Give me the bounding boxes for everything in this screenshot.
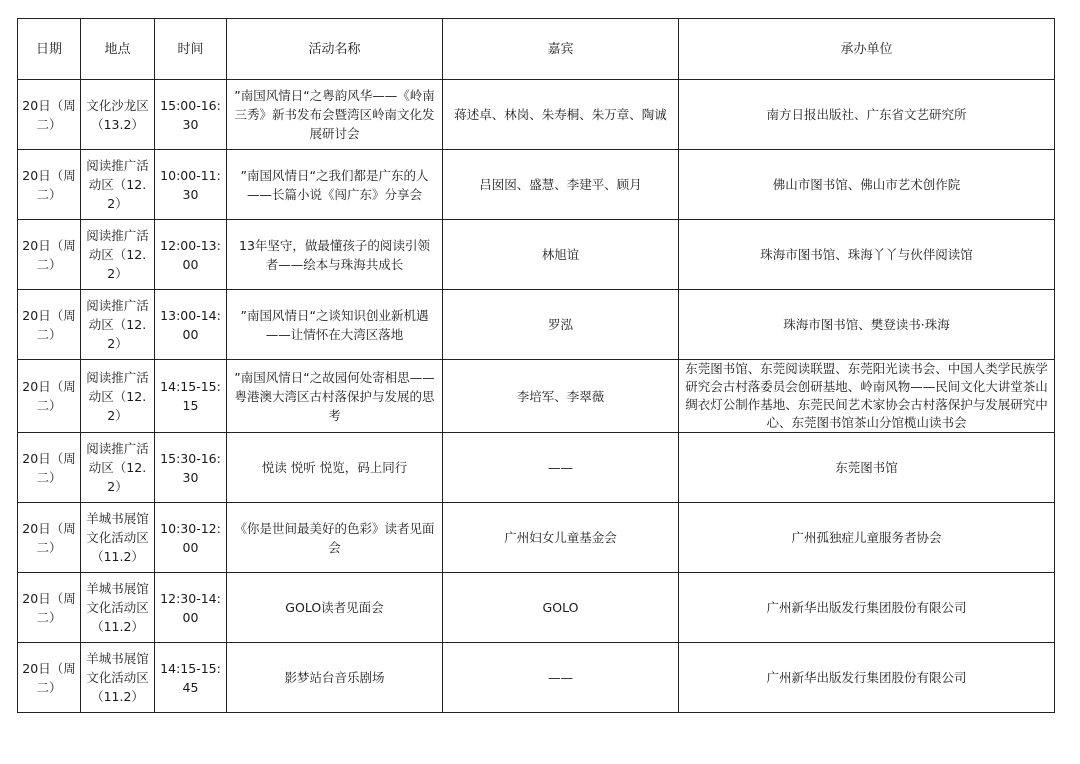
cell-title: GOLO读者见面会 xyxy=(227,573,443,643)
cell-date: 20日（周二） xyxy=(18,80,81,150)
cell-organizer: 广州新华出版发行集团股份有限公司 xyxy=(679,643,1055,713)
table-row xyxy=(18,290,1055,360)
cell-guests: —— xyxy=(443,433,679,503)
cell-time: 13:00-14:00 xyxy=(155,290,227,360)
cell-time: 14:15-15:15 xyxy=(155,360,227,433)
cell-date: 20日（周二） xyxy=(18,573,81,643)
cell-place: 阅读推广活动区（12.2） xyxy=(81,150,155,220)
table-row xyxy=(18,433,1055,503)
header-place: 地点 xyxy=(81,19,155,80)
cell-title: 影梦站台音乐剧场 xyxy=(227,643,443,713)
cell-title: 《你是世间最美好的色彩》读者见面会 xyxy=(227,503,443,573)
cell-organizer: 珠海市图书馆、珠海丫丫与伙伴阅读馆 xyxy=(679,220,1055,290)
cell-organizer: 南方日报出版社、广东省文艺研究所 xyxy=(679,80,1055,150)
header-organizer: 承办单位 xyxy=(679,19,1055,80)
cell-organizer: 珠海市图书馆、樊登读书·珠海 xyxy=(679,290,1055,360)
cell-place: 羊城书展馆文化活动区（11.2） xyxy=(81,573,155,643)
cell-guests: 罗泓 xyxy=(443,290,679,360)
cell-guests: 李培军、李翠薇 xyxy=(443,360,679,433)
cell-time: 10:00-11:30 xyxy=(155,150,227,220)
cell-title: ”南国风情日“之谈知识创业新机遇——让情怀在大湾区落地 xyxy=(227,290,443,360)
cell-date: 20日（周二） xyxy=(18,360,81,433)
cell-guests: GOLO xyxy=(443,573,679,643)
cell-place: 羊城书展馆文化活动区（11.2） xyxy=(81,643,155,713)
cell-date: 20日（周二） xyxy=(18,433,81,503)
cell-place: 阅读推广活动区（12.2） xyxy=(81,220,155,290)
table-row xyxy=(18,220,1055,290)
table-row xyxy=(18,150,1055,220)
cell-place: 阅读推广活动区（12.2） xyxy=(81,433,155,503)
header-time: 时间 xyxy=(155,19,227,80)
header-guests: 嘉宾 xyxy=(443,19,679,80)
cell-time: 12:30-14:00 xyxy=(155,573,227,643)
cell-guests: 林旭谊 xyxy=(443,220,679,290)
cell-time: 15:30-16:30 xyxy=(155,433,227,503)
cell-guests: 吕囡囡、盛慧、李建平、顾月 xyxy=(443,150,679,220)
cell-title: ”南国风情日“之故园何处寄相思——粤港澳大湾区古村落保护与发展的思考 xyxy=(227,360,443,433)
cell-place: 阅读推广活动区（12.2） xyxy=(81,290,155,360)
cell-date: 20日（周二） xyxy=(18,503,81,573)
table-row xyxy=(18,503,1055,573)
cell-date: 20日（周二） xyxy=(18,643,81,713)
table-row xyxy=(18,573,1055,643)
cell-place: 文化沙龙区（13.2） xyxy=(81,80,155,150)
table-header-row xyxy=(18,19,1055,80)
cell-organizer: 东莞图书馆、东莞阅读联盟、东莞阳光读书会、中国人类学民族学研究会古村落委员会创研基地、岭南风物——民间文化大讲堂茶山绸衣灯公制作基地、东莞民间艺术家协会古村落保护与发展研究中心、东莞图书馆茶山分馆榄山读书会 xyxy=(679,360,1055,433)
table-row xyxy=(18,643,1055,713)
cell-title: ”南国风情日“之粤韵风华——《岭南三秀》新书发布会暨湾区岭南文化发展研讨会 xyxy=(227,80,443,150)
table-row xyxy=(18,360,1055,433)
cell-organizer: 广州孤独症儿童服务者协会 xyxy=(679,503,1055,573)
cell-organizer: 东莞图书馆 xyxy=(679,433,1055,503)
table-row xyxy=(18,80,1055,150)
cell-title: 悦读 悦听 悦览，码上同行 xyxy=(227,433,443,503)
cell-place: 阅读推广活动区（12.2） xyxy=(81,360,155,433)
header-title: 活动名称 xyxy=(227,19,443,80)
cell-title: 13年坚守，做最懂孩子的阅读引领者——绘本与珠海共成长 xyxy=(227,220,443,290)
cell-guests: 蒋述卓、林岗、朱寿桐、朱万章、陶诚 xyxy=(443,80,679,150)
cell-date: 20日（周二） xyxy=(18,220,81,290)
event-schedule-table xyxy=(17,18,1055,713)
cell-guests: —— xyxy=(443,643,679,713)
cell-place: 羊城书展馆文化活动区（11.2） xyxy=(81,503,155,573)
cell-time: 14:15-15:45 xyxy=(155,643,227,713)
header-date: 日期 xyxy=(18,19,81,80)
cell-title: ”南国风情日“之我们都是广东的人——长篇小说《闯广东》分享会 xyxy=(227,150,443,220)
cell-organizer: 广州新华出版发行集团股份有限公司 xyxy=(679,573,1055,643)
cell-date: 20日（周二） xyxy=(18,290,81,360)
cell-date: 20日（周二） xyxy=(18,150,81,220)
cell-time: 15:00-16:30 xyxy=(155,80,227,150)
cell-guests: 广州妇女儿童基金会 xyxy=(443,503,679,573)
cell-time: 10:30-12:00 xyxy=(155,503,227,573)
cell-organizer: 佛山市图书馆、佛山市艺术创作院 xyxy=(679,150,1055,220)
cell-time: 12:00-13:00 xyxy=(155,220,227,290)
